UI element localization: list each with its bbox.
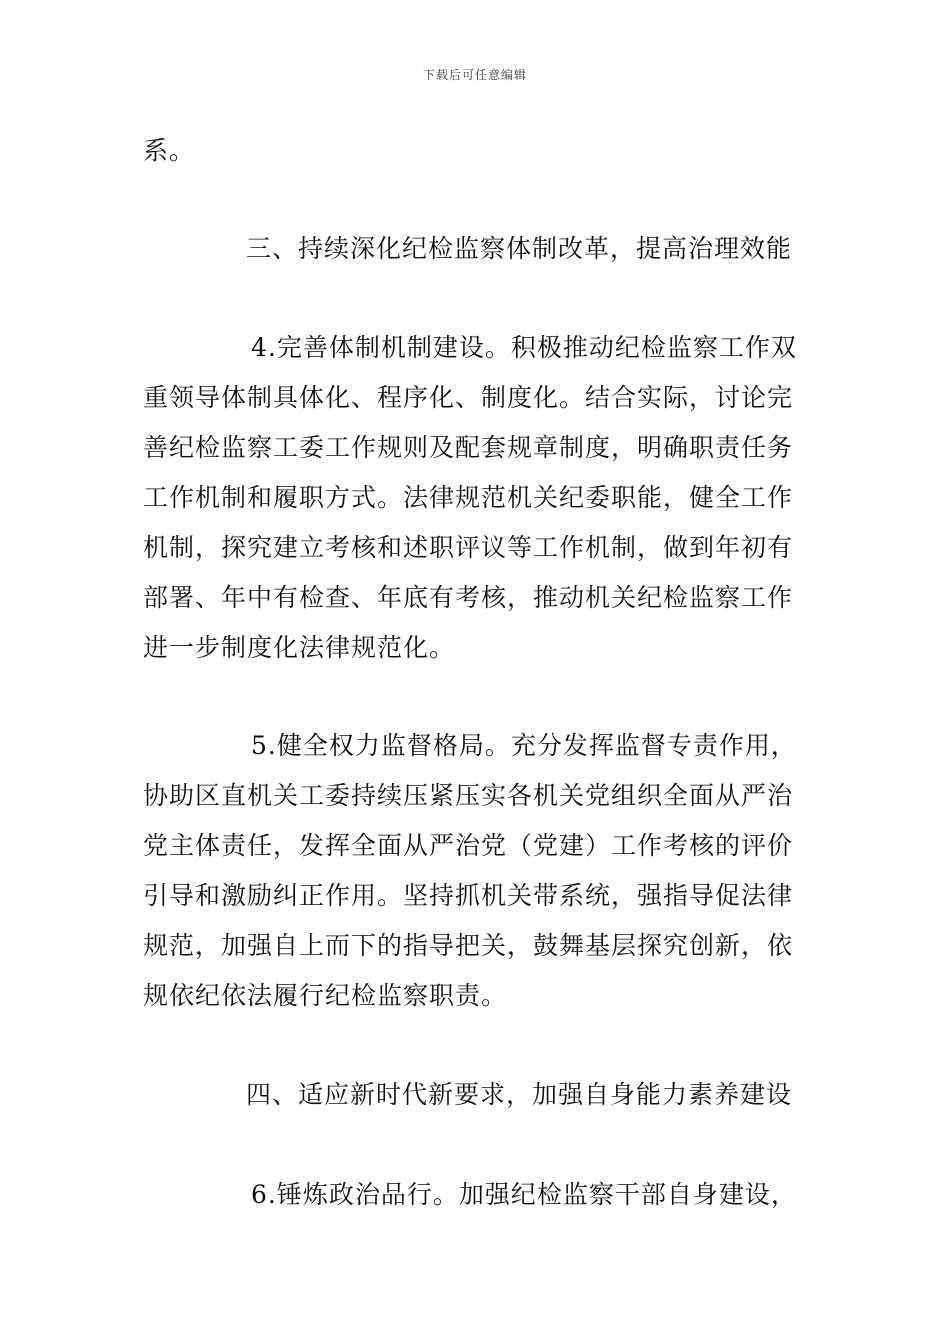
paragraph-6-first-line: 6.锤炼政治品行。加强纪检监察干部自身建设， xyxy=(251,1180,797,1209)
paragraph-5-line: 规范，加强自上而下的指导把关，鼓舞基层探究创新，依 xyxy=(143,931,794,960)
paragraph-5-line: 党主体责任，发挥全面从严治党（党建）工作考核的评价 xyxy=(143,831,794,860)
section-heading-3: 三、持续深化纪检监察体制改革，提高治理效能 xyxy=(246,234,793,263)
paragraph-continuation-line: 系。 xyxy=(143,136,196,165)
page-header: 下载后可任意编辑 xyxy=(422,68,527,82)
paragraph-5-line: 协助区直机关工委持续压紧压实各机关党组织全面从严治 xyxy=(143,781,794,810)
paragraph-4-line: 机制，探究建立考核和述职评议等工作机制，做到年初有 xyxy=(143,533,794,562)
paragraph-5-line: 引导和激励纠正作用。坚持抓机关带系统，强指导促法律 xyxy=(143,881,794,910)
paragraph-4-line: 进一步制度化法律规范化。 xyxy=(143,633,456,662)
paragraph-5-line: 规依纪依法履行纪检监察职责。 xyxy=(143,981,508,1010)
paragraph-5-first-line: 5.健全权力监督格局。充分发挥监督专责作用， xyxy=(251,731,797,760)
section-heading-4: 四、适应新时代新要求，加强自身能力素养建设 xyxy=(246,1080,793,1109)
paragraph-4-line: 重领导体制具体化、程序化、制度化。结合实际，讨论完 xyxy=(143,383,794,412)
paragraph-4-line: 工作机制和履职方式。法律规范机关纪委职能，健全工作 xyxy=(143,483,794,512)
paragraph-4-line: 部署、年中有检查、年底有考核，推动机关纪检监察工作 xyxy=(143,583,794,612)
paragraph-4-line: 善纪检监察工委工作规则及配套规章制度，明确职责任务 xyxy=(143,433,794,462)
paragraph-4-first-line: 4.完善体制机制建设。积极推动纪检监察工作双 xyxy=(251,333,797,362)
